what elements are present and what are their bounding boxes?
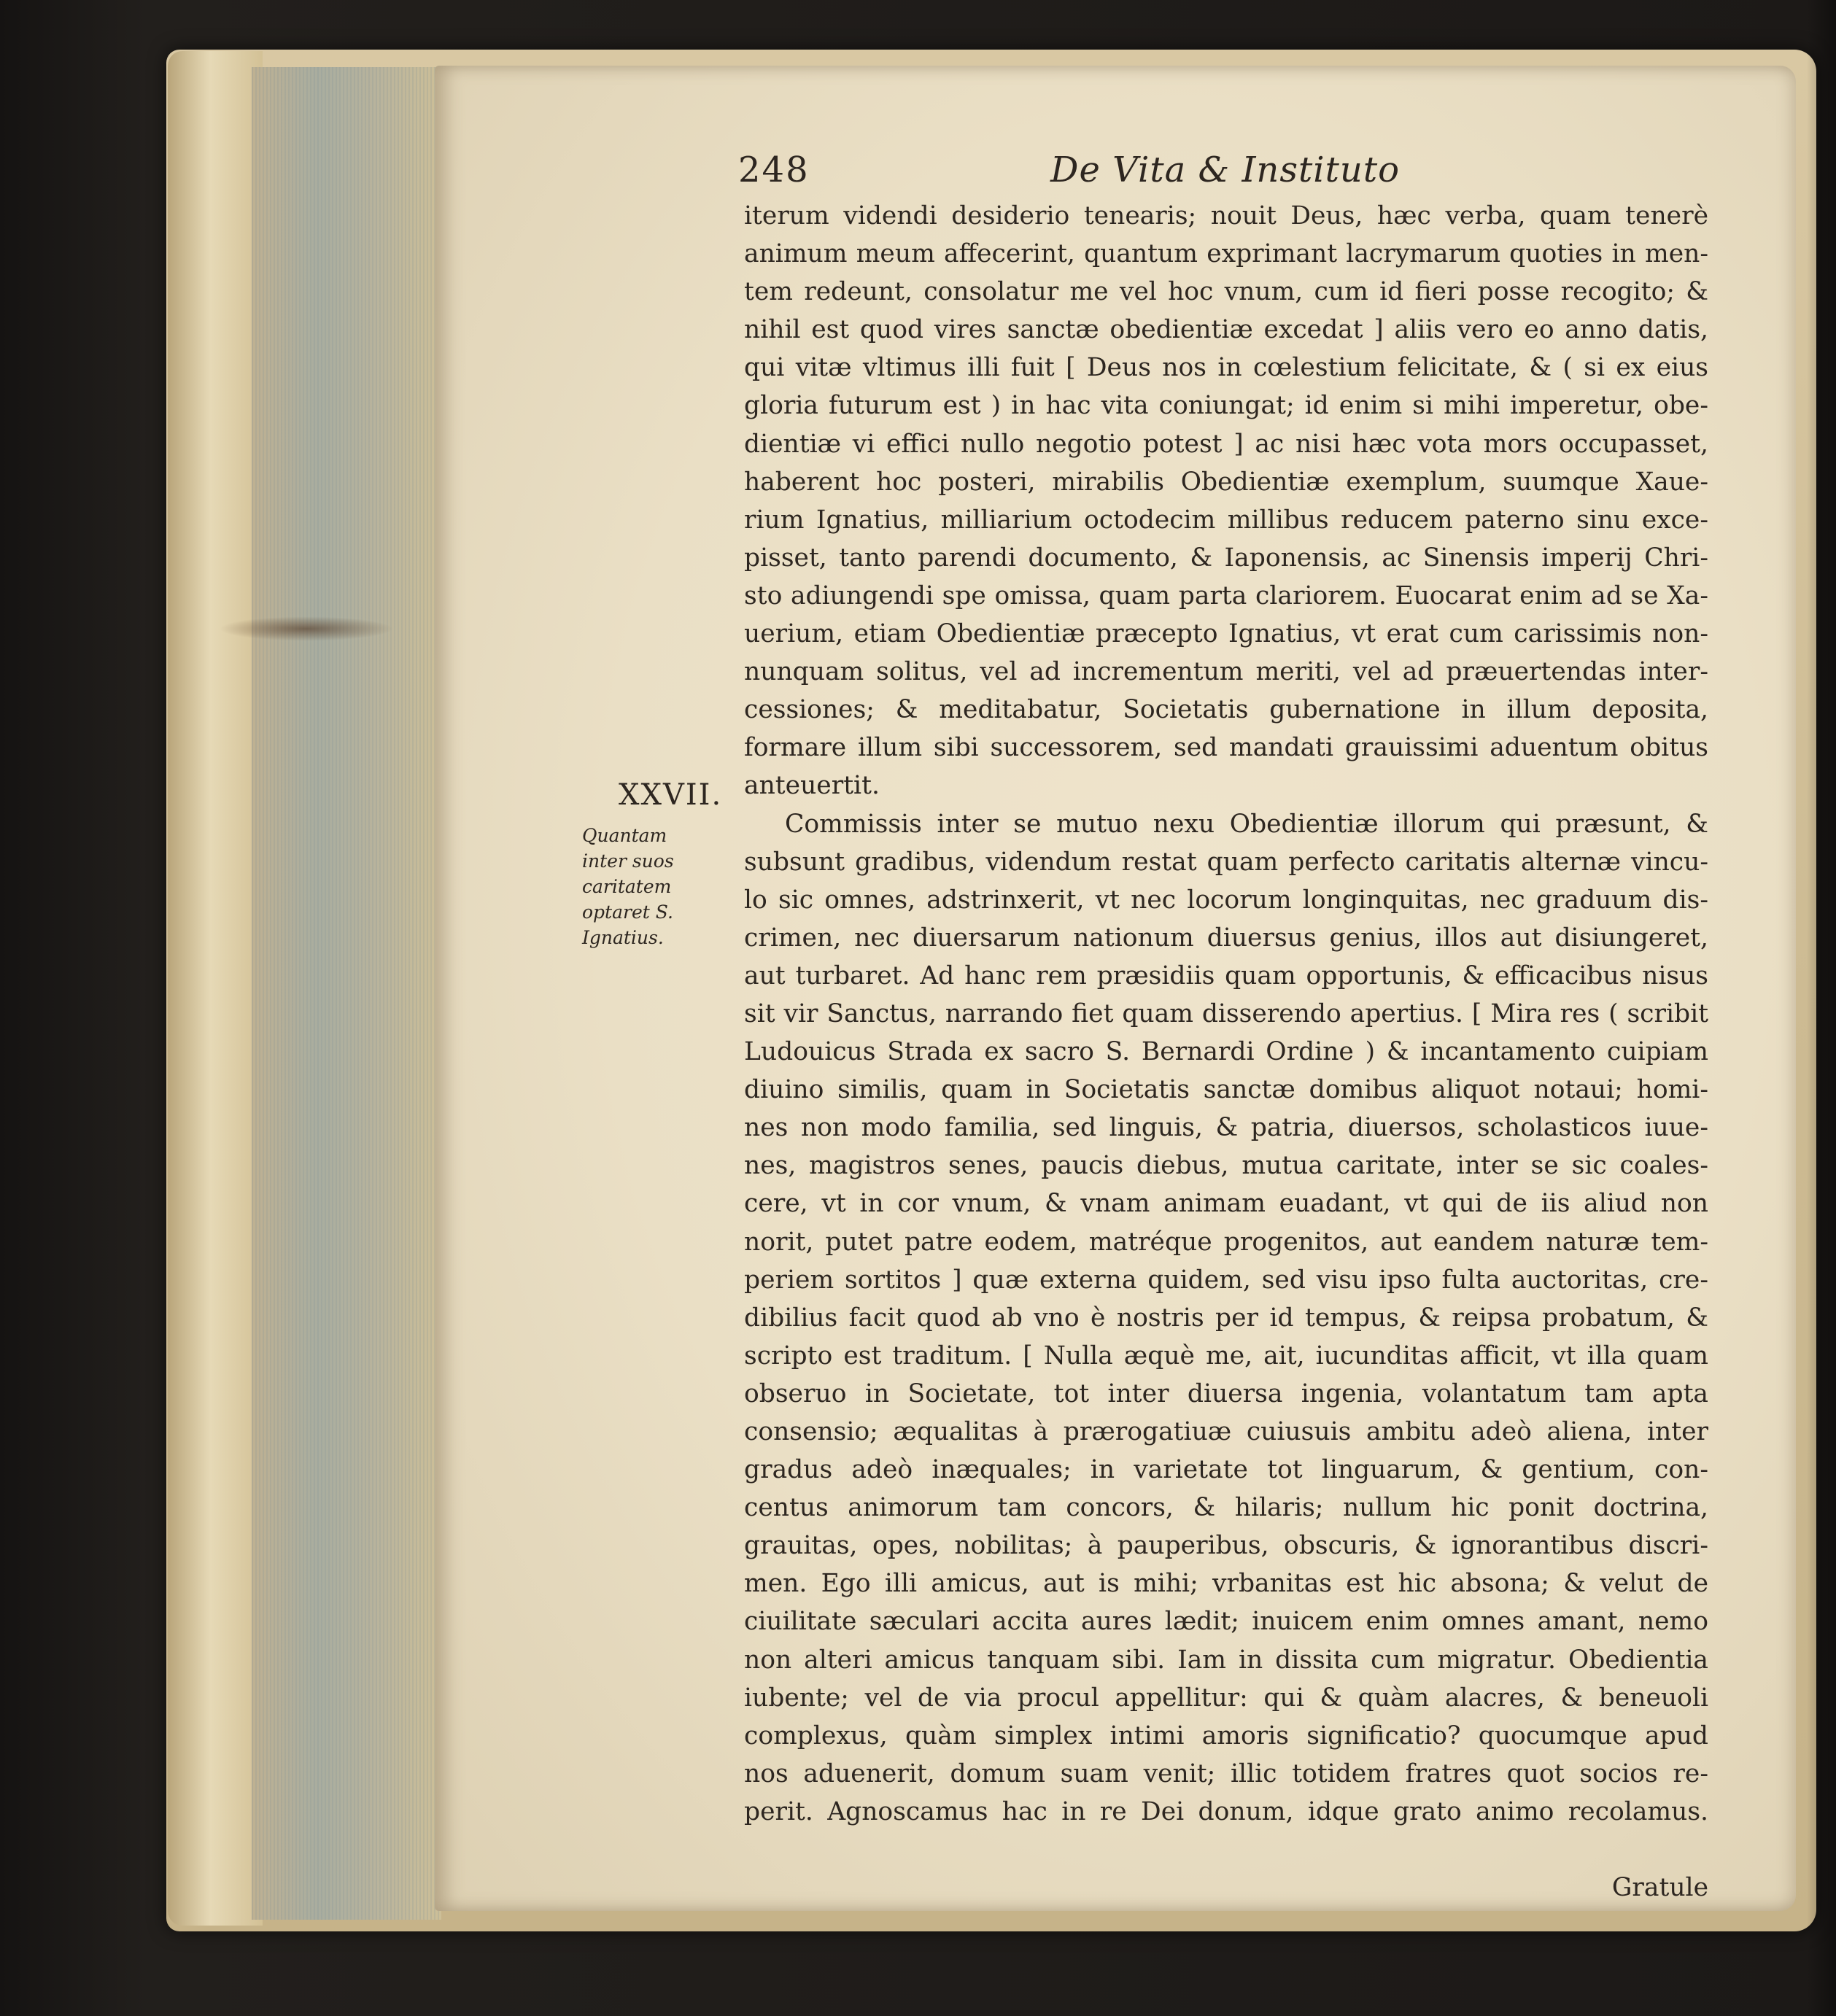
section-number: XXVII. (619, 778, 723, 812)
margin-note-line: Quantam (582, 825, 667, 846)
vellum-binding-edge (168, 51, 263, 1926)
body-line: periem sortitos ] quæ externa quidem, sed visu ipso fulta auctoritas, cre- (744, 1265, 1708, 1295)
body-line: obseruo in Societate, tot inter diuersa ingenia, volantatum tam apta (744, 1379, 1708, 1408)
body-line: diuino similis, quam in Societatis sanctæ domibus aliquot notaui; homi- (744, 1075, 1708, 1105)
right-edge-shadow (1807, 0, 1836, 2016)
body-line: cessiones; & meditabatur, Societatis gubernatione in illum deposita, (744, 695, 1708, 725)
page-number: 248 (738, 150, 810, 190)
body-text (744, 197, 1708, 1907)
body-line: uerium, etiam Obedientiæ præcepto Ignatius, vt erat cum carissimis non- (744, 619, 1708, 649)
body-line: subsunt gradibus, videndum restat quam perfecto caritatis alternæ vincu- (744, 847, 1708, 877)
body-line: Commissis inter se mutuo nexu Obedientiæ illorum qui præsunt, & (785, 809, 1708, 839)
body-line: rium Ignatius, milliarium octodecim millibus reducem paterno sinu exce- (744, 505, 1708, 535)
body-line (744, 1831, 1708, 1869)
body-line: pisset, tanto parendi documento, & Iaponensis, ac Sinensis imperij Chri- (744, 543, 1708, 573)
body-line: haberent hoc posteri, mirabilis Obedientiæ exemplum, suumque Xaue- (744, 467, 1708, 497)
body-line: crimen, nec diuersarum nationum diuersus genius, illos aut disiungeret, (744, 923, 1708, 953)
body-line: scripto est traditum. [ Nulla æquè me, ait, iucunditas afficit, vt illa quam (744, 1341, 1708, 1371)
margin-note-line: caritatem (582, 876, 672, 897)
body-line: dibilius facit quod ab vno è nostris per id tempus, & reipsa probatum, & (744, 1303, 1708, 1333)
body-line: norit, putet patre eodem, matréque progenitos, aut eandem naturæ tem- (744, 1227, 1708, 1257)
margin-note-line: optaret S. (582, 902, 673, 923)
body-line: non alteri amicus tanquam sibi. Iam in dissita cum migratur. Obedientia (744, 1645, 1708, 1675)
body-line: sit vir Sanctus, narrando fiet quam disserendo apertius. [ Mira res ( scribit (744, 999, 1708, 1028)
margin-note-line: inter suos (582, 850, 674, 872)
body-line: nes, magistros senes, paucis diebus, mutua caritate, inter se sic coales- (744, 1151, 1708, 1181)
body-line: anteuertit. (744, 771, 880, 801)
body-line: ciuilitate sæculari accita aures lædit; inuicem enim omnes amant, nemo (744, 1607, 1708, 1637)
body-line: animum meum affecerint, quantum exprimant lacrymarum quoties in men- (744, 239, 1708, 269)
page-edges (252, 67, 441, 1920)
body-line: gloria futurum est ) in hac vita coniungat; id enim si mihi imperetur, obe- (744, 391, 1708, 421)
body-line: lo sic omnes, adstrinxerit, vt nec locorum longinquitas, nec graduum dis- (744, 885, 1708, 915)
page-edge-stain (219, 616, 394, 641)
body-line: grauitas, opes, nobilitas; à pauperibus, obscuris, & ignorantibus discri- (744, 1531, 1708, 1561)
body-line: nunquam solitus, vel ad incrementum meriti, vel ad præuertendas inter- (744, 657, 1708, 687)
body-line: dientiæ vi effici nullo negotio potest ] ac nisi hæc vota mors occupasset, (744, 429, 1708, 459)
body-line: Ludouicus Strada ex sacro S. Bernardi Ordine ) & incantamento cuipiam (744, 1037, 1708, 1067)
body-line: nihil est quod vires sanctæ obedientiæ excedat ] aliis vero eo anno datis, (744, 315, 1708, 345)
body-line: nos aduenerit, domum suam venit; illic totidem fratres quot socios re- (744, 1759, 1708, 1788)
body-line: formare illum sibi successorem, sed mandati grauissimi aduentum obitus (744, 733, 1708, 763)
catchword: Gratule (1611, 1873, 1708, 1903)
body-line: centus animorum tam concors, & hilaris; nullum hic ponit doctrina, (744, 1493, 1708, 1523)
body-line: qui vitæ vltimus illi fuit [ Deus nos in cœlestium felicitate, & ( si ex eius (744, 353, 1708, 383)
body-line: aut turbaret. Ad hanc rem præsidiis quam opportunis, & efficacibus nisus (744, 961, 1708, 990)
margin-note (582, 823, 728, 950)
body-line: cere, vt in cor vnum, & vnam animam euadant, vt qui de iis aliud non (744, 1189, 1708, 1219)
body-line: nes non modo familia, sed linguis, & patria, diuersos, scholasticos iuue- (744, 1113, 1708, 1143)
body-line: iterum videndi desiderio tenearis; nouit Deus, hæc verba, quam tenerè (744, 201, 1708, 230)
running-title: De Vita & Instituto (1050, 150, 1401, 190)
body-line: perit. Agnoscamus hac in re Dei donum, idque grato animo recolamus. (744, 1796, 1708, 1826)
body-line: iubente; vel de via procul appellitur: qui & quàm alacres, & beneuoli (744, 1683, 1708, 1713)
body-line: sto adiungendi spe omissa, quam parta clariorem. Euocarat enim ad se Xa- (744, 581, 1708, 610)
body-line: consensio; æqualitas à prærogatiuæ cuiusuis ambitu adeò aliena, inter (744, 1417, 1708, 1446)
body-line: men. Ego illi amicus, aut is mihi; vrbanitas est hic absona; & velut de (744, 1569, 1708, 1599)
body-line: complexus, quàm simplex intimi amoris significatio? quocumque apud (744, 1721, 1708, 1751)
margin-note-line: Ignatius. (582, 927, 664, 948)
body-line: gradus adeò inæquales; in varietate tot linguarum, & gentium, con- (744, 1455, 1708, 1485)
body-line: tem redeunt, consolatur me vel hoc vnum, cum id fieri posse recogito; & (744, 277, 1708, 307)
